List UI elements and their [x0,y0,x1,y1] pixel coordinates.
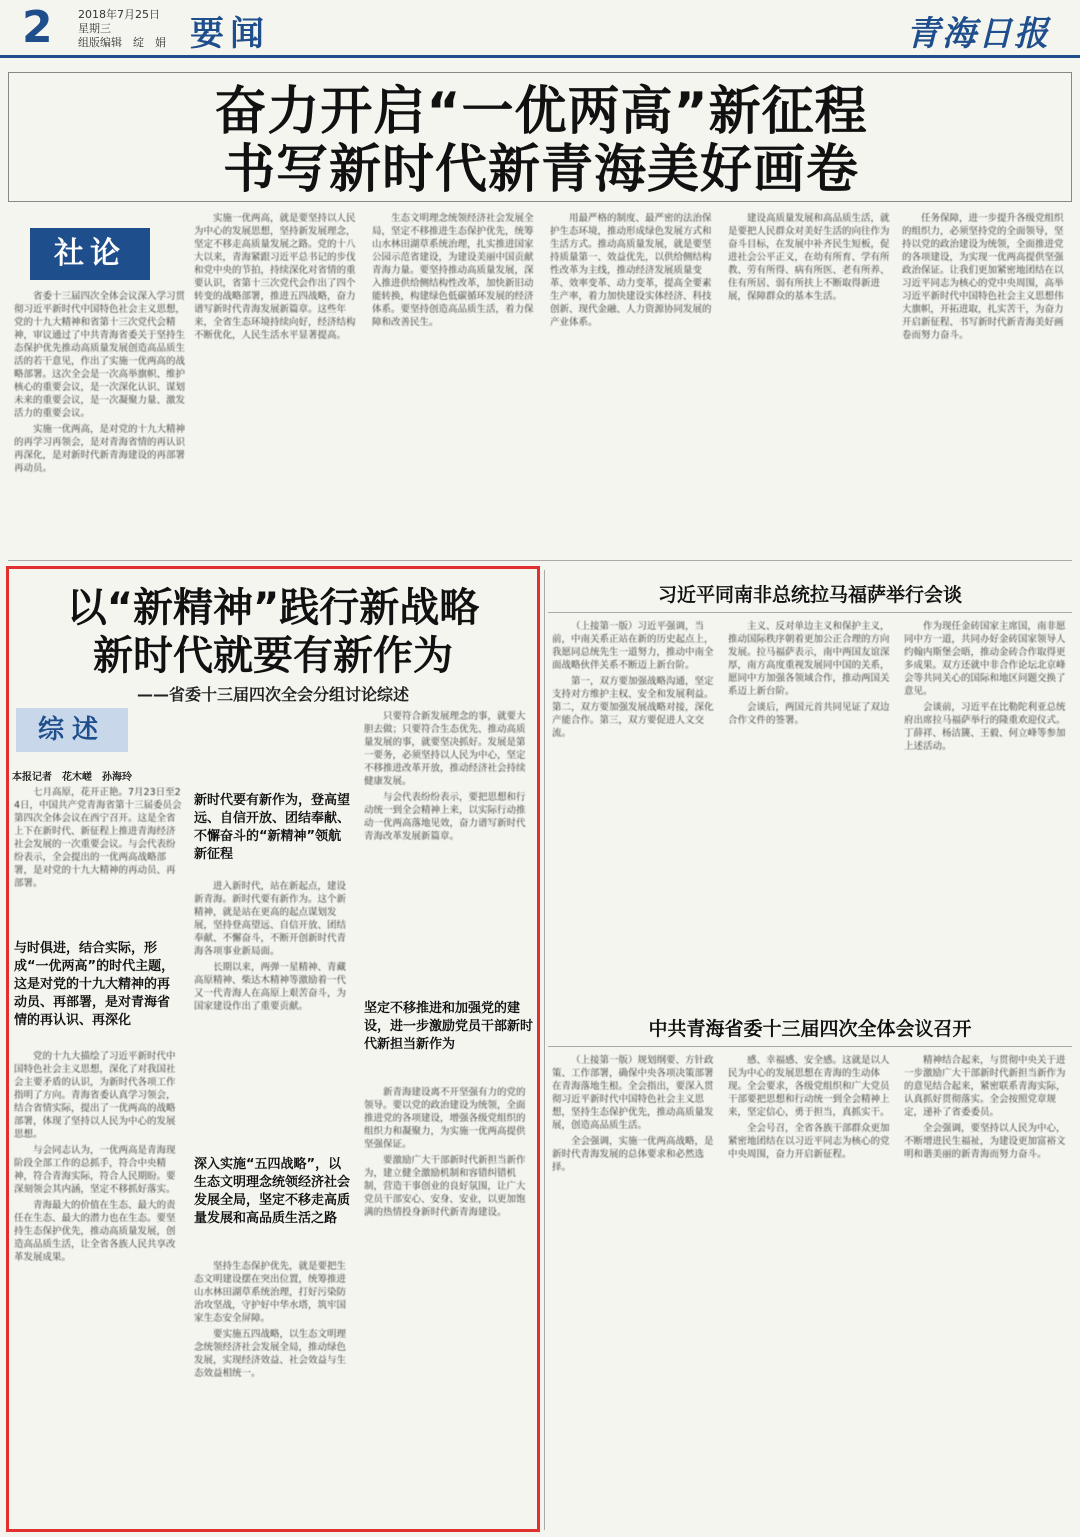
lead-headline-box [8,72,1072,202]
issue-editors: 组版编辑 绽 娟 [78,36,166,49]
editorial-column-3: 生态文明理念统领经济社会发展全局，坚定不移推进生态保护优先，统筹山水林田湖草系统治理，扎实推进国家公园示范省建设，为建设美丽中国贡献青海力量。要坚持推动高质量发展，深入推进供给侧结构性改革，加快新旧动能转换，构建绿色低碳循环发展的经济体系。要坚持创造高品质生活，着力保障和改善民生。 [372,213,534,328]
news-2-column-3: 精神结合起来，与贯彻中央关于进一步激励广大干部新时代新担当新作为的意见结合起来，紧密联系青海实际，认真抓好贯彻落实。全会按照党章规定，递补了省委委员。 全会强调，要坚持以人民为中心，不断增进民生福祉，为建设更加富裕文明和谐美丽的新青海而努力奋斗。 [904,1055,1066,1160]
news-1-column-3: 作为现任金砖国家主席国，南非愿同中方一道，共同办好金砖国家领导人约翰内斯堡会晤，推动金砖合作取得更多成果。双方还就中非合作论坛北京峰会等共同关心的国际和地区问题交换了意见。 会谈前，习近平在比勒陀利亚总统府出席拉马福萨举行的隆重欢迎仪式。丁薛祥、杨洁篪、王毅、何立峰等参加上述活动。 [904,621,1066,752]
editorial-column-4: 用最严格的制度、最严密的法治保护生态环境，推动形成绿色发展方式和生活方式。推动高质量发展，就是要坚持质量第一、效益优先，以供给侧结构性改革为主线，推动经济发展质量变革、效率变革、动力变革，提高全要素生产率，着力加快建设实体经济、科技创新、现代金融、人力资源协同发展的产业体系。 [550,213,712,328]
feature-subhead-3: 深入实施“五四战略”，以生态文明理念统领经济社会发展全局，坚定不移走高质量发展和高品质生活之路 [194,1157,351,1226]
summary-label: 综述 [16,708,128,752]
feature-title-line-1: 以“新精神”践行新战略 [66,585,480,631]
news-headline-2: 中共青海省委十三届四次全体会议召开 [648,1018,972,1040]
editorial-column-6: 任务保障，进一步提升各级党组织的组织力，必须坚持党的全面领导，坚持以党的政治建设为统领，全面推进党的各项建设，为实现一优两高提供坚强政治保证。让我们更加紧密地团结在以习近平同志为核心的党中央周围，高举习近平新时代中国特色社会主义思想伟大旗帜，开拓进取，扎实苦干，为奋力开启新征程、书写新时代新青海美好画卷而努力奋斗。 [902,213,1064,341]
editorial-column-1: 省委十三届四次全体会议深入学习贯彻习近平新时代中国特色社会主义思想，党的十九大精神和省第十三次党代会精神，审议通过了中共青海省委关于坚持生态保护优先推动高质量发展创造高品质生活的若干意见，作出了实施一优两高的战略部署。这次全会是一次高举旗帜、维护核心的重要会议，是一次深化认识、谋划未来的重要会议，是一次凝聚力量、激发活力的重要会议。 实施一优两高，是对党的十九大精神的再学习再领会，是对青海省情的再认识再深化，是对新时代新青海建设的再部署再动员。 [14,291,186,474]
news-2-column-1: （上接第一版）规划纲要、方针政策、工作部署，确保中央各项决策部署在青海落地生根。全会指出，要深入贯彻习近平新时代中国特色社会主义思想，坚持生态保护优先，推动高质量发展，创造高品质生活。 全会强调，实施一优两高战略，是新时代青海发展的总体要求和必然选择。 [552,1055,714,1173]
news-2-column-2: 感、幸福感、安全感。这就是以人民为中心的发展思想在青海的生动体现。全会要求，各级党组织和广大党员干部要把思想和行动统一到全会精神上来，坚定信心，勇于担当，真抓实干。 全会号召，全省各族干部群众更加紧密地团结在以习近平同志为核心的党中央周围，奋力开启新征程。 [728,1055,890,1160]
lead-headline-line-2: 书写新时代新青海美好画卷 [222,140,859,200]
feature-column-3-bottom: 新青海建设离不开坚强有力的党的领导。要以党的政治建设为统领，全面推进党的各项建设，增强各级党组织的组织力和凝聚力，为实施一优两高提供坚强保证。 要激励广大干部新时代新担当新作为，建立健全激励机制和容错纠错机制，营造干事创业的良好氛围，让广大党员干部安心、安身、安业，以更加饱满的热情投身新时代新青海建设。 [364,1087,526,1218]
feature-column-1-bottom: 党的十九大描绘了习近平新时代中国特色社会主义思想，深化了对我国社会主要矛盾的认识，为新时代各项工作指明了方向。青海省委认真学习领会，结合省情实际，提出了一优两高的战略部署，体现了坚持以人民为中心的发展思想。 与会同志认为，一优两高是青海现阶段全部工作的总抓手，符合中央精神，符合青海实际，符合人民期盼。要深刻领会其内涵，坚定不移抓好落实。 青海最大的价值在生态、最大的责任在生态、最大的潜力也在生态。要坚持生态保护优先，推动高质量发展，创造高品质生活，让全省各族人民共享改革发展成果。 [14,1051,176,1263]
feature-subhead-4: 坚定不移推进和加强党的建设，进一步激励党员干部新时代新担当新作为 [364,1001,534,1052]
masthead-meta [78,8,166,50]
feature-subtitle: ——省委十三届四次全会分组讨论综述 [136,685,409,704]
news-headline-1: 习近平同南非总统拉马福萨举行会谈 [657,584,962,606]
section-title: 要闻 [190,14,270,54]
editorial-column-5: 建设高质量发展和高品质生活，就是要把人民群众对美好生活的向往作为奋斗目标，在发展中补齐民生短板，促进社会公平正义，在幼有所育、学有所教、劳有所得、病有所医、老有所养、住有所居、弱有所扶上不断取得新进展，保障群众的基本生活。 [728,213,890,302]
newspaper-logo: 青海日报 [906,14,1050,54]
column-divider [544,570,545,1530]
news-2-rule [548,1046,1072,1047]
news-1-dateline: （上接第一版） [571,621,638,632]
lead-headline [9,83,1073,199]
masthead [0,0,1080,58]
feature-column-2-top: 进入新时代，站在新起点，建设新青海。新时代要有新作为。这个新精神，就是站在更高的起点谋划发展，坚持登高望远、自信开放、团结奉献、不懈奋斗，不断开创新时代青海各项事业新局面。 长期以来，两弹一星精神、青藏高原精神、柴达木精神等激励着一代又一代青海人在高原上艰苦奋斗，为国家建设作出了重要贡献。 [194,881,347,1012]
issue-date: 2018年7月25日 [78,8,160,21]
page-number: 2 [22,2,53,53]
feature-column-1-top: 七月高原，花开正艳。7月23日至24日，中国共产党青海省第十三届委员会第四次全体会议在西宁召开。这是全省上下在新时代、新征程上推进青海经济社会发展的一次重要会议。与会代表纷纷表示，全会提出的一优两高战略部署，是对党的十九大精神的再动员、再部署。 [14,787,182,889]
feature-column-3-top: 只要符合新发展理念的事，就要大胆去做；只要符合生态优先、推动高质量发展的事，就要坚决抓好。发展是第一要务，必须坚持以人民为中心，坚定不移推进改革开放，推动经济社会持续健康发展。 与会代表纷纷表示，要把思想和行动统一到全会精神上来，以实际行动推动一优两高落地见效，奋力谱写新时代青海改革发展新篇章。 [364,711,526,842]
feature-column-2-bottom: 坚持生态保护优先，就是要把生态文明建设摆在突出位置，统筹推进山水林田湖草系统治理，打好污染防治攻坚战，守护好中华水塔，筑牢国家生态安全屏障。 要实施五四战略，以生态文明理念统领经济社会发展全局，推动绿色发展，实现经济效益、社会效益与生态效益相统一。 [194,1261,347,1379]
editorial-column-2: 实施一优两高，就是要坚持以人民为中心的发展思想，坚持新发展理念，坚定不移走高质量发展之路。党的十八大以来，青海紧跟习近平总书记的步伐和党中央的节拍，持续深化对省情的重要认识，省第十三次党代会作出了四个转变的战略部署，推进五四战略，奋力谱写新时代青海发展新篇章。这些年来，全省生态环境持续向好，经济结构不断优化，人民生活水平显著提高。 [194,213,356,341]
editorial-label: 社论 [30,228,150,280]
issue-weekday: 星期三 [78,22,111,35]
feature-title [6,584,540,680]
feature-subhead-1: 与时俱进，结合实际，形成“一优两高”的时代主题，这是对党的十九大精神的再动员、再部署，是对青海省情的再认识、再深化 [14,941,175,1028]
news-1-column-2: 主义、反对单边主义和保护主义，推动国际秩序朝着更加公正合理的方向发展。拉马福萨表示，南中两国友谊深厚，南方高度重视发展同中国的关系，愿同中方加强各领域合作，推动两国关系迈上新台阶。 会谈后，两国元首共同见证了双边合作文件的签署。 [728,621,890,726]
editorial-bottom-rule [8,560,1072,561]
feature-title-line-2: 新时代就要有新作为 [93,633,453,679]
feature-subhead-2: 新时代要有新作为，登高望远、自信开放、团结奉献、不懈奋斗的“新精神”领航新征程 [194,793,351,862]
news-1-column-1: （上接第一版）习近平强调，当前，中南关系正站在新的历史起点上，我愿同总统先生一道努力，推动中南全面战略伙伴关系不断迈上新台阶。 第一，双方要加强战略沟通，坚定支持对方维护主权、安全和发展利益。第二，双方要加强发展战略对接，深化产能合作。第三，双方要促进人文交流。 [552,621,714,739]
lead-headline-line-1: 奋力开启“一优两高”新征程 [214,82,868,142]
news-1-rule [548,612,1072,613]
feature-byline: 本报记者 花木嵯 孙海玲 [12,772,132,783]
